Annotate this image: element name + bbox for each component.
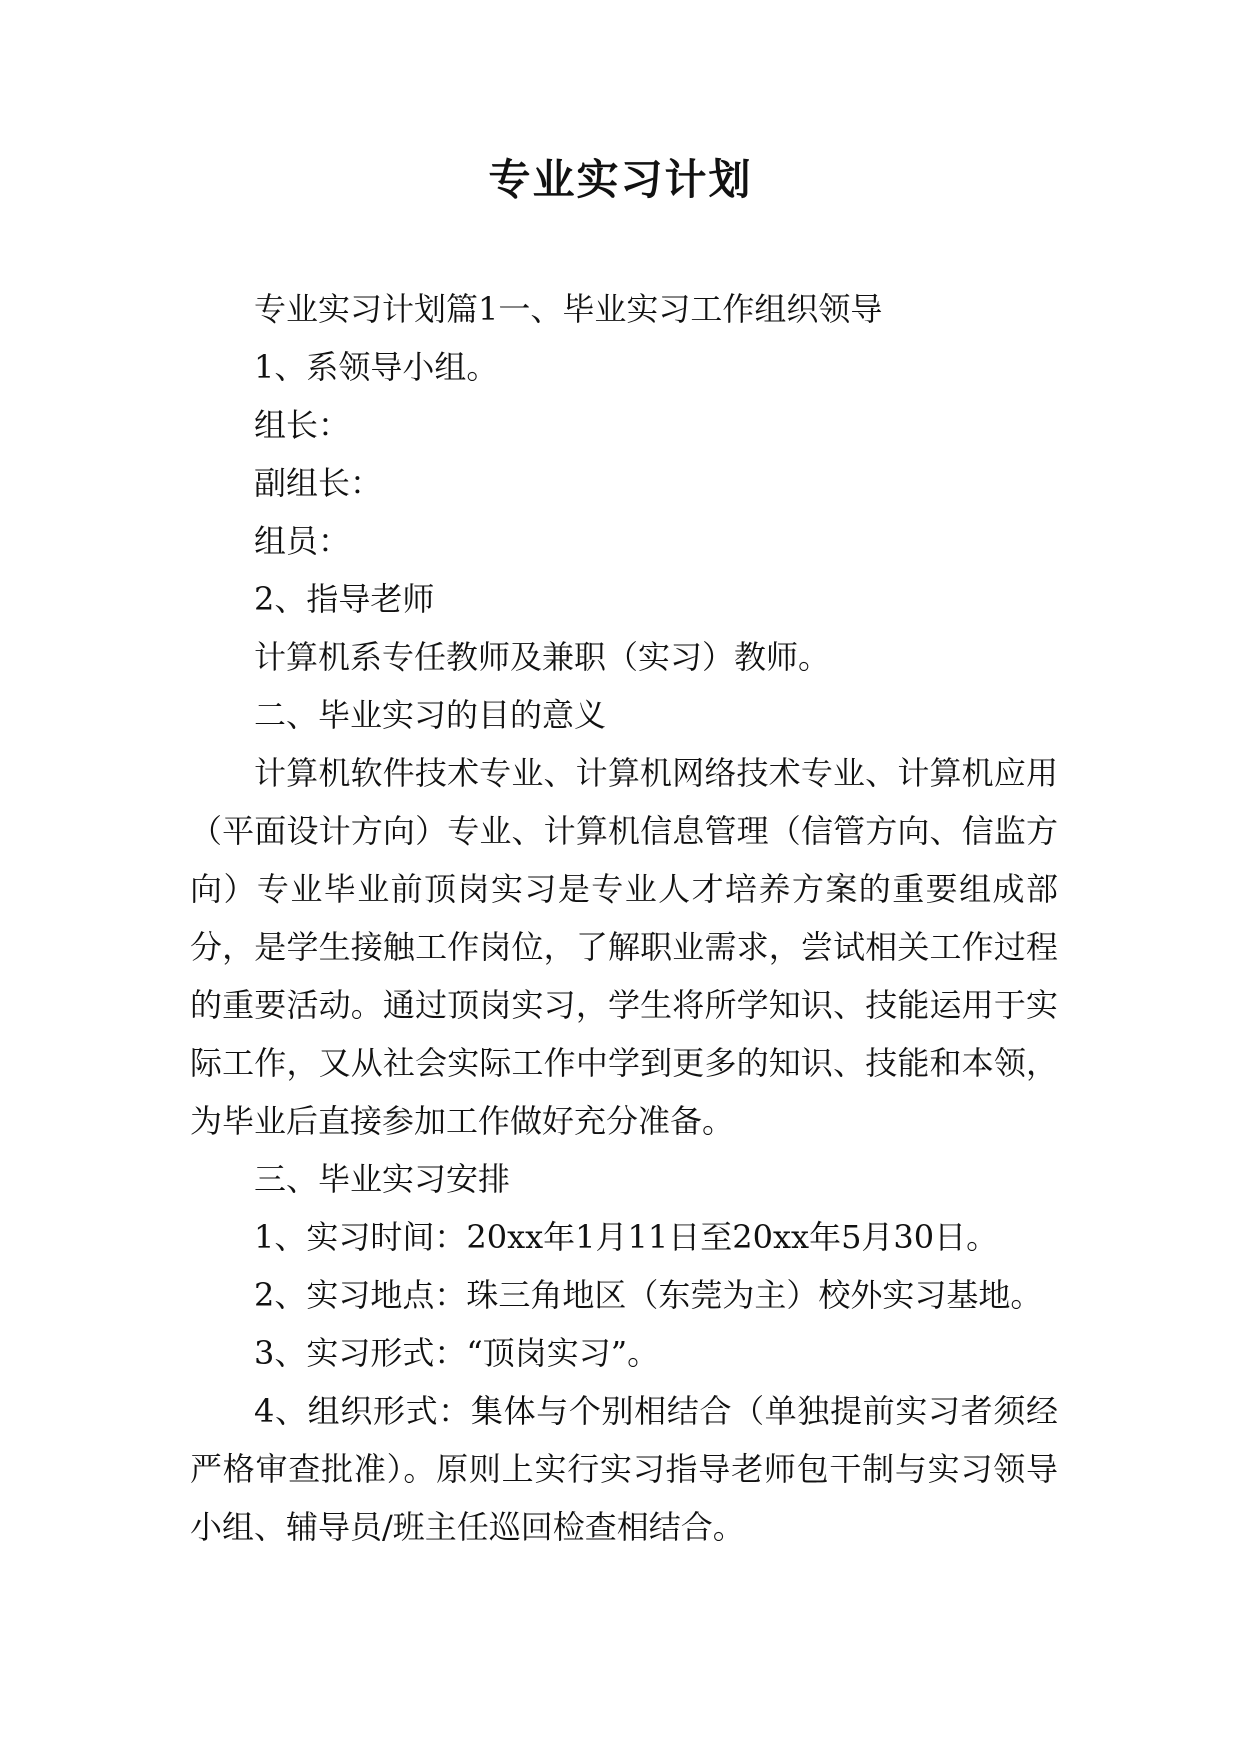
paragraph-section-1-heading: 专业实习计划篇1一、毕业实习工作组织领导 [254, 290, 883, 328]
paragraph-internship-form: 3、实习形式：“顶岗实习”。 [254, 1334, 660, 1372]
paragraph-section-3-heading: 三、毕业实习安排 [254, 1160, 511, 1198]
paragraph-section-2-heading: 二、毕业实习的目的意义 [254, 696, 607, 734]
paragraph-organization-form: 4、组织形式：集体与个别相结合（单独提前实习者须经严格审查批准）。原则上实行实习指导老师包干制与实习领导小组、辅导员/班主任巡回检查相结合。 [190, 1392, 1058, 1546]
paragraph-deputy-leader: 副组长： [254, 464, 383, 502]
paragraph-instructors: 计算机系专任教师及兼职（实习）教师。 [254, 638, 831, 676]
document-title: 专业实习计划 [488, 155, 753, 204]
paragraph-internship-location: 2、实习地点：珠三角地区（东莞为主）校外实习基地。 [254, 1276, 1043, 1314]
paragraph-group-leader: 组长： [254, 406, 351, 444]
paragraph-internship-time: 1、实习时间：20xx年1月11日至20xx年5月30日。 [254, 1218, 999, 1256]
paragraph-instructors-heading: 2、指导老师 [254, 580, 435, 618]
document-body [190, 280, 1058, 1556]
paragraph-members: 组员： [254, 522, 351, 560]
paragraph-leadership-group: 1、系领导小组。 [254, 348, 499, 386]
paragraph-purpose: 计算机软件技术专业、计算机网络技术专业、计算机应用（平面设计方向）专业、计算机信息管理（信管方向、信监方向）专业毕业前顶岗实习是专业人才培养方案的重要组成部分，是学生接触工作岗位，了解职业需求，尝试相关工作过程的重要活动。通过顶岗实习，学生将所学知识、技能运用于实际工作，又从社会实际工作中学到更多的知识、技能和本领，为毕业后直接参加工作做好充分准备。 [190, 754, 1058, 1140]
